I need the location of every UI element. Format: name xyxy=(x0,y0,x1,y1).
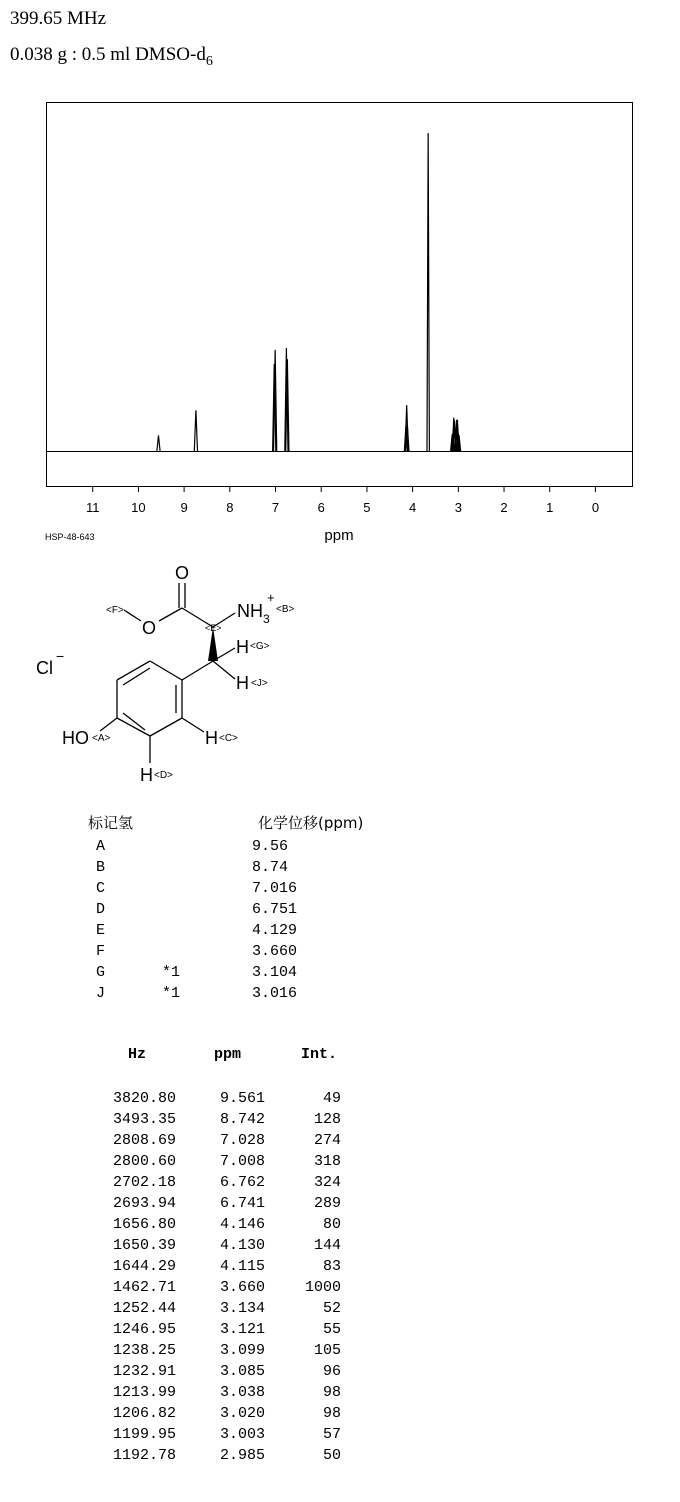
peak-intensity: 52 xyxy=(322,1300,341,1317)
peak-list-table xyxy=(80,1046,341,1468)
label-a: <A> xyxy=(92,733,111,744)
peak-ppm: 7.008 xyxy=(219,1153,265,1170)
chemical-shift: 9.56 xyxy=(252,838,289,855)
peak-intensity: 98 xyxy=(322,1405,341,1422)
peak-hz: 1206.82 xyxy=(112,1405,176,1422)
bond-ch2-hj xyxy=(213,661,235,679)
peak-hz: 2702.18 xyxy=(112,1174,176,1191)
peak-row xyxy=(80,1132,341,1153)
proton-label: D xyxy=(96,901,106,918)
hz-header: Hz xyxy=(127,1046,146,1063)
peak-row xyxy=(80,1174,341,1195)
hydrogen-j: H xyxy=(236,673,249,693)
note xyxy=(162,838,252,859)
assignment-row xyxy=(88,985,408,1006)
assignment-row xyxy=(88,859,408,880)
note xyxy=(162,859,252,880)
peak-hz: 1246.95 xyxy=(112,1321,176,1338)
peak-row xyxy=(80,1300,341,1321)
assignment-row xyxy=(88,943,408,964)
x-axis-label: ppm xyxy=(324,527,354,544)
note xyxy=(162,901,252,922)
chemical-shift: 6.751 xyxy=(252,901,298,918)
peak-intensity: 57 xyxy=(322,1426,341,1443)
peak-list-header xyxy=(80,1046,341,1090)
assignment-rows xyxy=(88,838,408,1006)
note xyxy=(162,922,252,943)
spectrum-peaks xyxy=(157,133,461,451)
chemical-shift: 7.016 xyxy=(252,880,298,897)
spectrum-peak xyxy=(157,435,160,451)
x-tick-label: 9 xyxy=(180,500,188,515)
peak-ppm: 3.038 xyxy=(219,1384,265,1401)
chemical-shift: 8.74 xyxy=(252,859,289,876)
peak-intensity: 318 xyxy=(313,1153,341,1170)
bond-ring-hc xyxy=(182,718,204,732)
peak-intensity: 55 xyxy=(322,1321,341,1338)
peak-row xyxy=(80,1405,341,1426)
peak-row xyxy=(80,1447,341,1468)
int-header: Int. xyxy=(300,1046,337,1063)
label-c: <C> xyxy=(219,733,238,744)
peak-intensity: 105 xyxy=(313,1342,341,1359)
peak-ppm: 3.085 xyxy=(219,1363,265,1380)
chloride-charge: − xyxy=(56,648,65,664)
ppm-header: ppm xyxy=(213,1046,241,1063)
note xyxy=(162,943,252,964)
peak-rows xyxy=(80,1090,341,1468)
peak-row xyxy=(80,1090,341,1111)
x-tick-label: 4 xyxy=(409,500,417,515)
peak-row xyxy=(80,1342,341,1363)
peak-hz: 2808.69 xyxy=(112,1132,176,1149)
x-tick-label: 3 xyxy=(454,500,462,515)
label-d: <D> xyxy=(154,770,173,781)
peak-intensity: 289 xyxy=(313,1195,341,1212)
label-f: <F> xyxy=(106,605,124,616)
peak-ppm: 6.762 xyxy=(219,1174,265,1191)
peak-intensity: 80 xyxy=(322,1216,341,1233)
peak-row xyxy=(80,1237,341,1258)
peak-ppm: 8.742 xyxy=(219,1111,265,1128)
peak-hz: 1232.91 xyxy=(112,1363,176,1380)
col-label-header: 标记氢 xyxy=(88,814,134,832)
sample-subscript: 6 xyxy=(205,53,213,69)
assignment-row xyxy=(88,964,408,985)
ammonium-sub: 3 xyxy=(263,612,270,626)
ring-double-inner-3 xyxy=(123,668,150,685)
nmr-spectrum-chart xyxy=(0,0,680,560)
peak-hz: 1238.25 xyxy=(112,1342,176,1359)
peak-row xyxy=(80,1153,341,1174)
x-tick-label: 7 xyxy=(271,500,280,515)
peak-ppm: 3.020 xyxy=(219,1405,265,1422)
hydrogen-c: H xyxy=(205,728,218,748)
peak-intensity: 49 xyxy=(322,1090,341,1107)
x-tick-label: 6 xyxy=(317,500,325,515)
label-b: <B> xyxy=(276,604,295,615)
peak-ppm: 4.146 xyxy=(219,1216,265,1233)
proton-label: A xyxy=(96,838,106,855)
peak-hz: 2693.94 xyxy=(112,1195,176,1212)
peak-intensity: 274 xyxy=(313,1132,341,1149)
peak-ppm: 7.028 xyxy=(219,1132,265,1149)
chemical-shift: 3.104 xyxy=(252,964,298,981)
peak-row xyxy=(80,1426,341,1447)
ammonium-nh: NH xyxy=(237,601,263,621)
carbonyl-oxygen: O xyxy=(175,563,190,583)
label-e: <E> xyxy=(205,623,222,633)
peak-row xyxy=(80,1195,341,1216)
peak-hz: 3493.35 xyxy=(112,1111,176,1128)
peak-row xyxy=(80,1321,341,1342)
ammonium-charge: + xyxy=(267,590,275,605)
note: *1 xyxy=(162,964,181,981)
peak-row xyxy=(80,1279,341,1300)
bond-c-o-ester xyxy=(159,608,182,621)
assignment-row xyxy=(88,922,408,943)
proton-label: B xyxy=(96,859,106,876)
x-tick-label: 1 xyxy=(546,500,554,515)
hydroxyl-group: HO xyxy=(62,728,89,748)
peak-ppm: 3.134 xyxy=(219,1300,265,1317)
molecular-structure xyxy=(0,555,330,790)
hydrogen-g: H xyxy=(236,637,249,657)
peak-hz: 1199.95 xyxy=(112,1426,176,1443)
x-tick-label: 0 xyxy=(591,500,600,515)
ring-bond-6 xyxy=(150,661,182,680)
peak-hz: 1252.44 xyxy=(112,1300,176,1317)
bond-ring-oh xyxy=(100,718,117,731)
peak-hz: 1213.99 xyxy=(112,1384,176,1401)
spectrum-peak xyxy=(194,410,197,451)
peak-intensity: 128 xyxy=(313,1111,341,1128)
chemical-shift: 3.016 xyxy=(252,985,298,1002)
peak-row xyxy=(80,1363,341,1384)
chemical-shift: 3.660 xyxy=(252,943,298,960)
bond-ch2-ring xyxy=(182,661,213,680)
x-tick-label: 10 xyxy=(131,500,146,515)
peak-row xyxy=(80,1258,341,1279)
note xyxy=(162,880,252,901)
chemical-shift: 4.129 xyxy=(252,922,298,939)
ammonium-group xyxy=(237,601,270,626)
shift-assignment-table xyxy=(88,812,408,1006)
peak-ppm: 4.130 xyxy=(219,1237,265,1254)
peak-intensity: 98 xyxy=(322,1384,341,1401)
x-axis-ticks xyxy=(86,486,599,515)
peak-intensity: 83 xyxy=(322,1258,341,1275)
peak-row xyxy=(80,1384,341,1405)
assignment-header xyxy=(88,812,408,838)
spectrum-code: HSP-48-643 xyxy=(45,532,95,542)
peak-hz: 2800.60 xyxy=(112,1153,176,1170)
peak-intensity: 324 xyxy=(313,1174,341,1191)
peak-ppm: 6.741 xyxy=(219,1195,265,1212)
assignment-row xyxy=(88,880,408,901)
spectrum-peak xyxy=(427,133,429,451)
col-shift-header: 化学位移(ppm) xyxy=(258,814,364,832)
x-tick-label: 11 xyxy=(85,500,100,515)
ester-oxygen: O xyxy=(142,618,157,638)
x-tick-label: 5 xyxy=(363,500,371,515)
peak-ppm: 3.003 xyxy=(219,1426,265,1443)
peak-ppm: 2.985 xyxy=(219,1447,265,1464)
sample-text: 0.038 g : 0.5 ml DMSO-d xyxy=(10,44,206,65)
proton-label: C xyxy=(96,880,106,897)
plot-frame xyxy=(47,103,633,487)
peak-intensity: 144 xyxy=(313,1237,341,1254)
proton-label: G xyxy=(96,964,106,981)
peak-hz: 1650.39 xyxy=(112,1237,176,1254)
peak-hz: 1462.71 xyxy=(112,1279,176,1296)
peak-intensity: 1000 xyxy=(304,1279,341,1296)
ring-bond-2 xyxy=(150,718,182,736)
peak-hz: 1656.80 xyxy=(112,1216,176,1233)
peak-ppm: 3.660 xyxy=(219,1279,265,1296)
peak-row xyxy=(80,1216,341,1237)
assignment-row xyxy=(88,901,408,922)
proton-label: F xyxy=(96,943,106,960)
peak-hz: 1192.78 xyxy=(112,1447,176,1464)
spectrometer-frequency: 399.65 MHz xyxy=(10,8,107,29)
label-g: <G> xyxy=(250,641,270,652)
peak-hz: 1644.29 xyxy=(112,1258,176,1275)
note: *1 xyxy=(162,985,181,1002)
x-tick-label: 2 xyxy=(500,500,508,515)
peak-intensity: 96 xyxy=(322,1363,341,1380)
peak-ppm: 3.099 xyxy=(219,1342,265,1359)
chloride-ion: Cl xyxy=(36,658,53,678)
x-tick-label: 8 xyxy=(226,500,234,515)
bond-o-methyl xyxy=(124,610,141,621)
peak-hz: 3820.80 xyxy=(112,1090,176,1107)
proton-label: J xyxy=(96,985,106,1002)
peak-ppm: 4.115 xyxy=(219,1258,265,1275)
hydrogen-d: H xyxy=(140,765,153,785)
peak-intensity: 50 xyxy=(322,1447,341,1464)
assignment-row xyxy=(88,838,408,859)
peak-ppm: 3.121 xyxy=(219,1321,265,1338)
label-j: <J> xyxy=(251,678,268,689)
peak-ppm: 9.561 xyxy=(219,1090,265,1107)
proton-label: E xyxy=(96,922,106,939)
peak-row xyxy=(80,1111,341,1132)
